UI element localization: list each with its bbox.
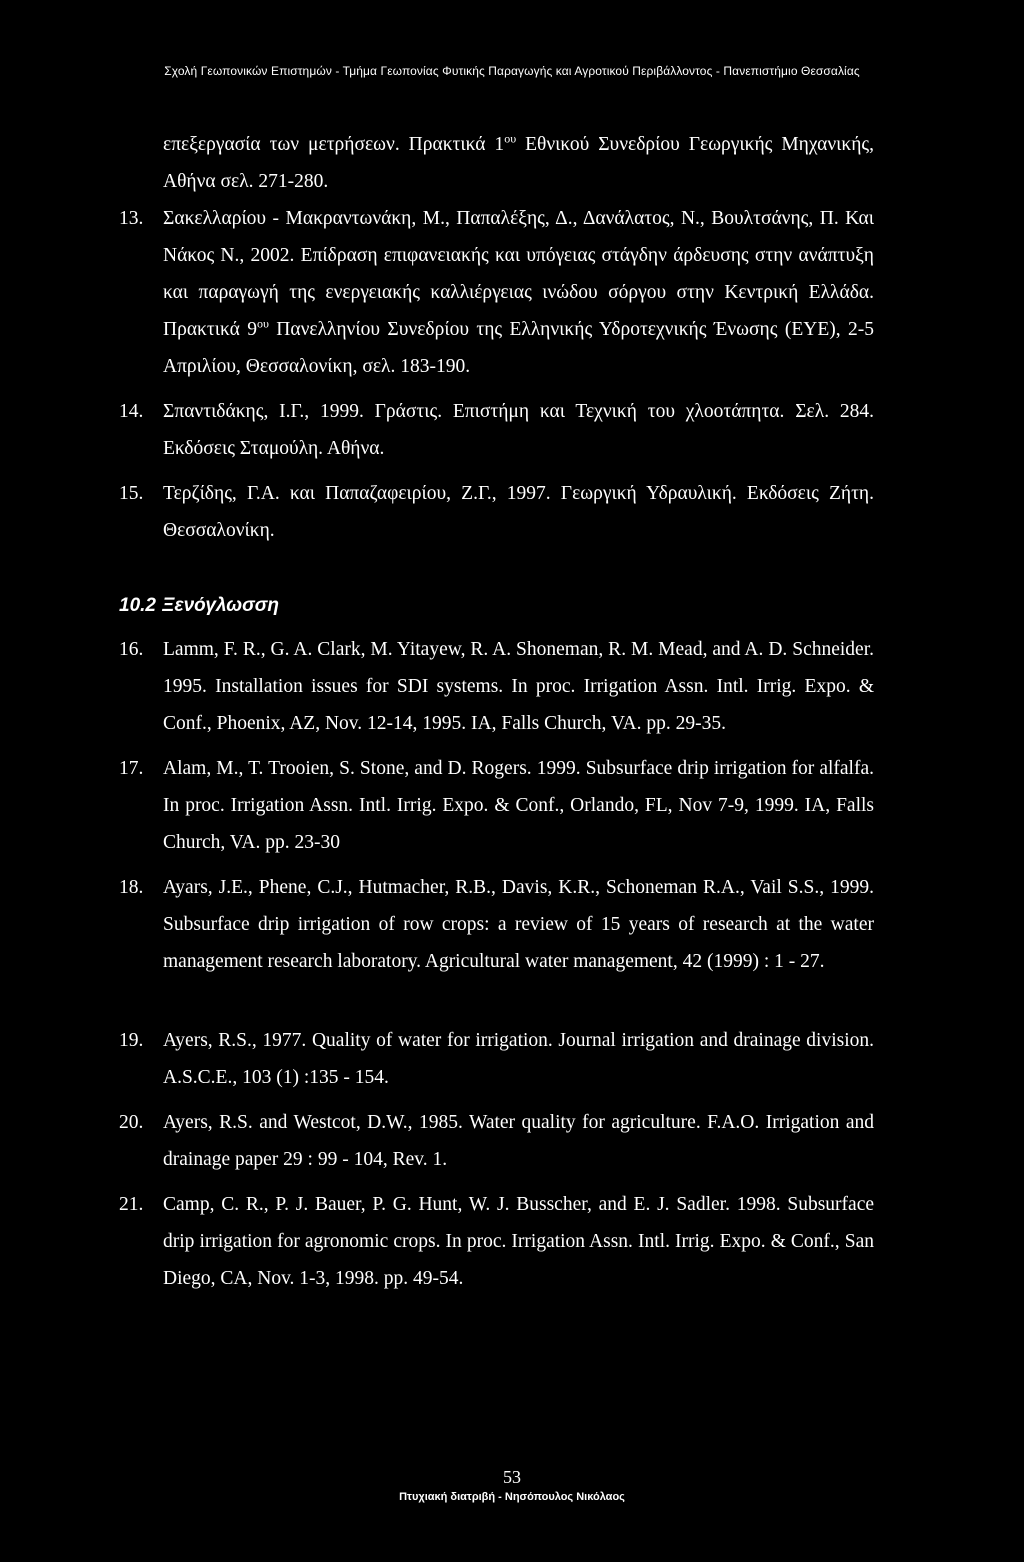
reference-number: 18. [119,877,144,898]
reference-text: επεξεργασία των μετρήσεων. Πρακτικά $1^{o\upsilon}$ Εθνικού Συνεδρίου Γεωργικής Μηχανικής, Αθήνα σελ. 271-280. [163,131,874,192]
reference-text: Σακελλαρίου - Μακραντωνάκη, Μ., Παπαλέξης, Δ., Δανάλατος, Ν., Βουλτσάνης, Π. Και Νάκος Ν., 2002. Επίδραση επιφανειακής και υπόγειας στάγδην άρδευσης στην ανάπτυξη και παραγωγή της ενεργειακής καλλιέργειας ινώδου σόργου στην Κεντρική Ελλάδα. Πρακτικά $9^{o\upsilon}$ Πανελληνίου Συνεδρίου της Ελληνικής Υδροτεχνικής Ένωσης (ΕΥΕ), 2-5 Απριλίου, Θεσσαλονίκη, σελ. 183-190. [163,208,874,377]
page-number: 53 [503,1467,521,1487]
reference-text: Ayers, R.S., 1977. Quality of water for irrigation. Journal irrigation and drainage division. A.S.C.E., 103 (1) :135 - 154. [163,1030,874,1088]
reference-number: 19. [119,1030,144,1051]
section-title: Ξενόγλωσση [161,595,279,616]
footer-note: Πτυχιακή διατριβή - Νησόπουλος Νικόλαος [399,1491,625,1503]
reference-text: Camp, C. R., P. J. Bauer, P. G. Hunt, W. J. Busscher, and E. J. Sadler. 1998. Subsurface drip irrigation for agronomic crops. In proc. Irrigation Assn. Intl. Irrig. Expo. & Conf., San Diego, CA, Nov. 1-3, 1998. pp. 49-54. [163,1194,874,1289]
reference-text: Ayars, J.E., Phene, C.J., Hutmacher, R.B., Davis, K.R., Schoneman R.A., Vail S.S., 1999. Subsurface drip irrigation of row crops: a review of 15 years of research at the water management research laboratory. Agricultural water management, 42 (1999) : 1 - 27. [163,877,874,972]
reference-13 [0,200,1024,385]
reference-number: 15. [119,483,144,504]
reference-18 [0,869,1024,980]
references-content [0,126,1024,1297]
reference-number: 20. [119,1112,144,1133]
reference-number: 16. [119,639,144,660]
reference-text: Τερζίδης, Γ.Α. και Παπαζαφειρίου, Ζ.Γ., 1997. Γεωργική Υδραυλική. Εκδόσεις Ζήτη. Θεσσαλονίκη. [163,483,874,541]
reference-20 [0,1104,1024,1178]
reference-16 [0,631,1024,742]
reference-text: Σπαντιδάκης, Ι.Γ., 1999. Γράστις. Επιστήμη και Τεχνική του χλοοτάπητα. Σελ. 284. Εκδόσεις Σταμούλη. Αθήνα. [163,401,874,459]
reference-number: 21. [119,1194,144,1215]
section-heading [0,591,1024,621]
foreign-references-list [0,631,1024,1297]
reference-text: Ayers, R.S. and Westcot, D.W., 1985. Water quality for agriculture. F.A.O. Irrigation and drainage paper 29 : 99 - 104, Rev. 1. [163,1112,874,1170]
page-footer [0,1465,1024,1505]
section-number: 10.2 [119,595,156,616]
reference-text: Alam, M., T. Trooien, S. Stone, and D. Rogers. 1999. Subsurface drip irrigation for alfalfa. In proc. Irrigation Assn. Intl. Irrig. Expo. & Conf., Orlando, FL, Nov 7-9, 1999. IA, Falls Church, VA. pp. 23-30 [163,758,874,853]
reference-21 [0,1186,1024,1297]
reference-19 [0,1022,1024,1096]
reference-17 [0,750,1024,861]
reference-15 [0,475,1024,549]
reference-number: 13. [119,208,144,229]
reference-number: 14. [119,401,144,422]
reference-number: 17. [119,758,144,779]
running-header: Σχολή Γεωπονικών Επιστημών - Τμήμα Γεωπονίας Φυτικής Παραγωγής και Αγροτικού Περιβάλλοντος - Πανεπιστήμιο Θεσσαλίας [164,64,860,78]
reference-text: Lamm, F. R., G. A. Clark, M. Yitayew, R. A. Shoneman, R. M. Mead, and A. D. Schneider. 1995. Installation issues for SDI systems. In proc. Irrigation Assn. Intl. Irrig. Expo. & Conf., Phoenix, AZ, Nov. 12-14, 1995. IA, Falls Church, VA. pp. 29-35. [163,639,874,734]
reference-12-continuation [0,126,1024,200]
reference-14 [0,393,1024,467]
